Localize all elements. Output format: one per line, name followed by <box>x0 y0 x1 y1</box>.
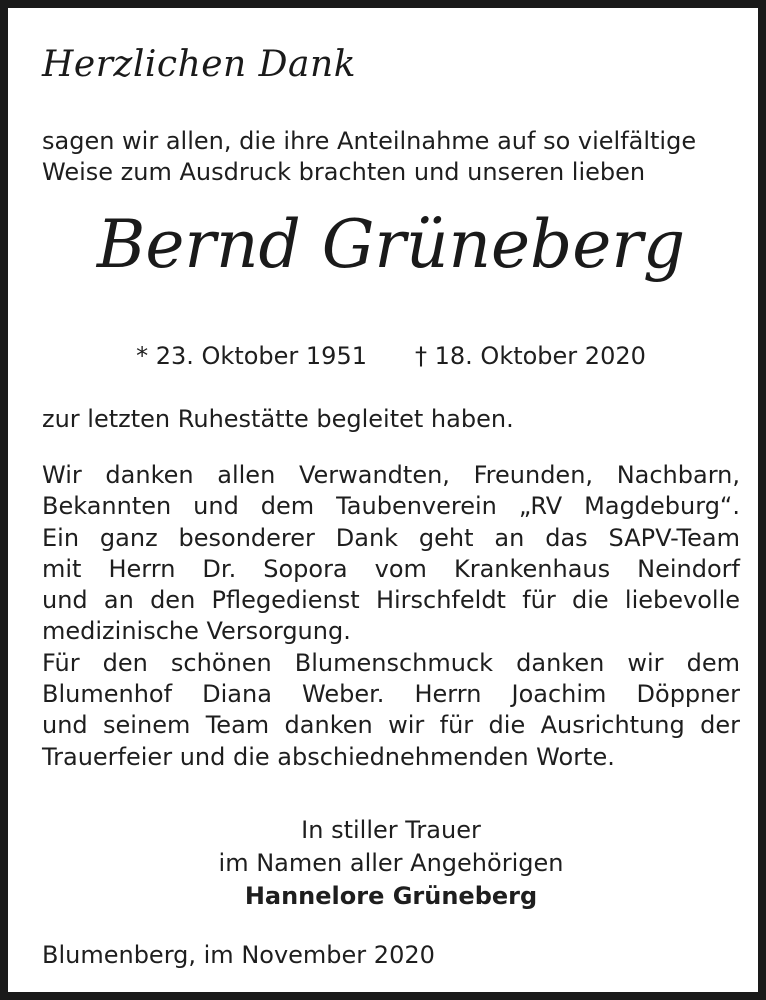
place-date: Blumenberg, im November 2020 <box>42 941 435 969</box>
body-line: und seinem Team danken wir für die Ausrichtung der <box>42 711 740 740</box>
birth-date: * 23. Oktober 1951 <box>136 342 367 370</box>
signature-line: In stiller Trauer <box>301 816 481 844</box>
thanks-body <box>42 460 740 773</box>
body-line: Bekannten und dem Taubenverein „RV Magdeburg“. <box>42 492 740 521</box>
deceased-name: Bernd Grüneberg <box>96 206 686 283</box>
signer-name: Hannelore Grüneberg <box>244 882 538 910</box>
body-line: Wir danken allen Verwandten, Freunden, Nachbarn, <box>42 461 740 489</box>
notice-heading: Herzlichen Dank <box>42 44 357 85</box>
life-dates <box>42 340 740 372</box>
body-line: mit Herrn Dr. Sopora vom Krankenhaus Neindorf <box>42 554 740 583</box>
burial-line: zur letzten Ruhestätte begleitet haben. <box>42 405 514 433</box>
intro-line: sagen wir allen, die ihre Anteilnahme auf so vielfältige <box>42 127 697 155</box>
body-line: Ein ganz besonderer Dank geht an das SAPV-Team <box>42 523 740 552</box>
signature-block <box>42 814 740 913</box>
signature-line: im Namen aller Angehörigen <box>218 849 564 877</box>
intro-text <box>42 126 742 188</box>
death-date: † 18. Oktober 2020 <box>415 342 646 370</box>
intro-line: Weise zum Ausdruck brachten und unseren lieben <box>42 158 646 186</box>
body-line: Trauerfeier und die abschiednehmenden Worte. <box>42 742 615 771</box>
body-line: Blumenhof Diana Weber. Herrn Joachim Döppner <box>42 680 740 709</box>
body-line: Für den schönen Blumenschmuck danken wir dem <box>42 648 740 677</box>
body-line: medizinische Versorgung. <box>42 617 351 646</box>
body-line: und an den Pflegedienst Hirschfeldt für die liebevolle <box>42 586 740 615</box>
